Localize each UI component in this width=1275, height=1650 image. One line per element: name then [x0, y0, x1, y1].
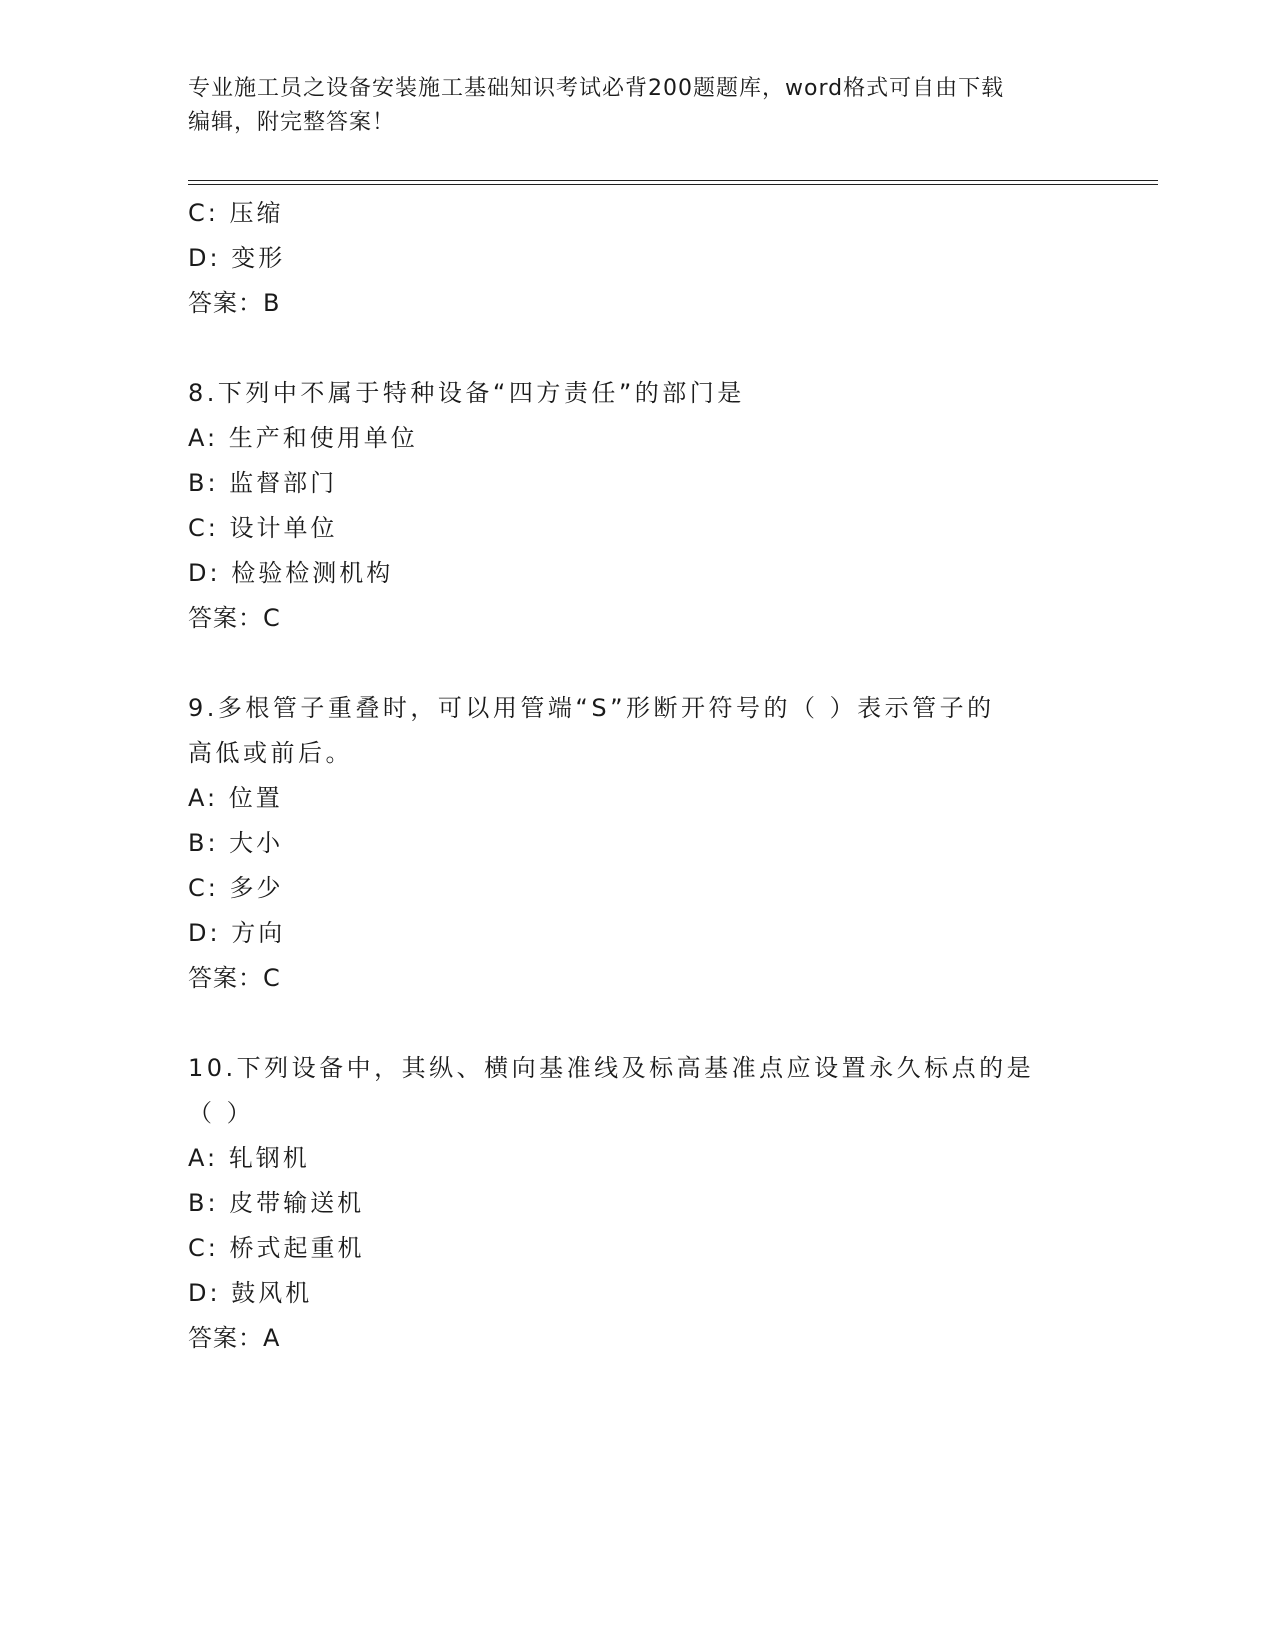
question-9-answer: 答案：C: [188, 964, 281, 992]
question-9-option-c: C: 多少: [188, 874, 284, 902]
question-9-option-b: B: 大小: [188, 829, 284, 857]
question-10-text-line-1: 10.下列设备中，其纵、横向基准线及标高基准点应设置永久标点的是: [188, 1054, 1035, 1082]
question-8-option-b: B: 监督部门: [188, 469, 338, 497]
question-10-option-a: A: 轧钢机: [188, 1144, 310, 1172]
header-title-line-2: 编辑，附完整答案！: [188, 110, 396, 135]
option-c: C: 压缩: [188, 199, 284, 227]
question-10-option-c: C: 桥式起重机: [188, 1234, 365, 1262]
header-divider-bottom: [188, 184, 1158, 185]
document-header: [188, 72, 1088, 140]
question-10-text-line-2: （ ）: [188, 1099, 255, 1127]
question-9-text-line-2: 高低或前后。: [188, 739, 353, 767]
question-9-text-line-1: 9.多根管子重叠时，可以用管端“S”形断开符号的（ ）表示管子的: [188, 694, 995, 722]
question-9-option-d: D: 方向: [188, 919, 286, 947]
question-8-text: 8.下列中不属于特种设备“四方责任”的部门是: [188, 379, 745, 407]
question-10-option-d: D: 鼓风机: [188, 1279, 313, 1307]
question-8-option-a: A: 生产和使用单位: [188, 424, 418, 452]
header-divider-top: [188, 180, 1158, 181]
answer-line: 答案：B: [188, 289, 281, 317]
header-title-line-1: 专业施工员之设备安装施工基础知识考试必背200题题库，word格式可自由下载: [188, 76, 1005, 101]
option-d: D: 变形: [188, 244, 286, 272]
question-8-answer: 答案：C: [188, 604, 281, 632]
question-10-answer: 答案：A: [188, 1324, 281, 1352]
question-9-option-a: A: 位置: [188, 784, 283, 812]
question-10-option-b: B: 皮带输送机: [188, 1189, 365, 1217]
question-8-option-d: D: 检验检测机构: [188, 559, 394, 587]
question-8-option-c: C: 设计单位: [188, 514, 338, 542]
